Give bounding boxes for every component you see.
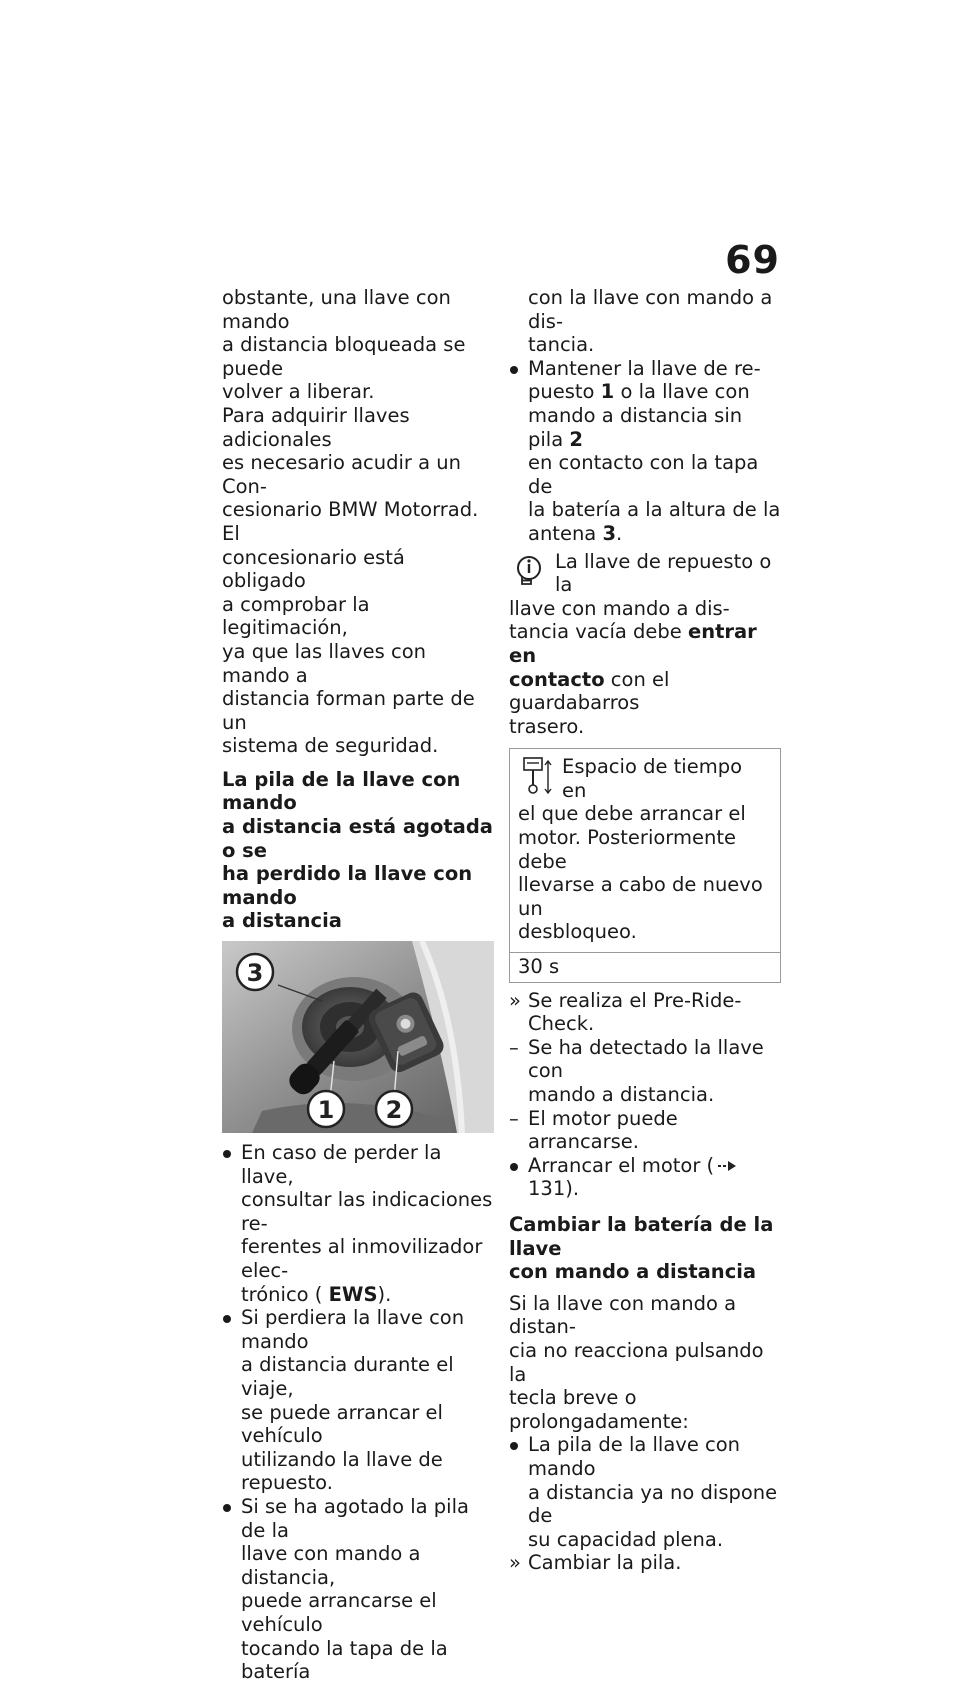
bullet-icon — [510, 1163, 518, 1171]
dash-marker: – — [509, 1106, 519, 1130]
right-column — [509, 286, 781, 1575]
key-fob-illustration — [222, 941, 494, 1133]
result-change-battery: » Cambiar la pila. — [509, 1551, 682, 1575]
result-marker: » — [509, 988, 521, 1012]
page-reference-arrow-icon — [716, 1159, 740, 1173]
result-marker: » — [509, 1551, 521, 1575]
continuation-text: con la llave con mando a dis- tancia. — [528, 286, 773, 357]
bullet-icon — [223, 1504, 231, 1512]
callout-3 — [237, 954, 273, 990]
page-reference-link[interactable]: 131 — [528, 1177, 566, 1201]
bullet-icon — [223, 1150, 231, 1158]
dash-engine-can-start: – El motor puede arrancarse. — [509, 1106, 678, 1154]
svg-text:1: 1 — [317, 1096, 335, 1125]
info-note: La llave de repuesto o la llave con mando a dis- tancia vacía debe entrar en contacto con el guardabarros trasero. — [509, 549, 772, 738]
dash-key-detected: – Se ha detectado la llave con mando a distancia. — [509, 1035, 764, 1106]
callout-2 — [376, 1091, 412, 1127]
bullet-battery-capacity: La pila de la llave con mando a distancia ya no dispone de su capacidad plena. — [509, 1433, 781, 1551]
change-battery-paragraph: Si la llave con mando a distan- cia no reacciona pulsando la tecla breve o prolongadamente: — [509, 1291, 764, 1433]
bullet-hold-key: Mantener la llave de re- puesto 1 o la llave con mando a distancia sin pila 2 en contacto con la tapa de la batería a la altura de la antena 3. — [509, 357, 781, 546]
ews-reference[interactable]: EWS — [328, 1282, 378, 1306]
bullet-lost-during-trip: Si perdiera la llave con mando a distancia durante el viaje, se puede arrancar el vehículo utilizando la llave de repuesto. — [222, 1306, 494, 1495]
callout-1 — [308, 1091, 344, 1127]
svg-text:3: 3 — [246, 959, 264, 988]
info-icon — [509, 552, 549, 592]
svg-text:2: 2 — [385, 1096, 403, 1125]
time-spec-box: Espacio de tiempo en el que debe arrancar el motor. Posteriormente debe llevarse a cabo de nuevo un desbloqueo. 30 s — [509, 748, 781, 982]
page-number: 69 — [725, 238, 780, 282]
dash-marker: – — [509, 1035, 519, 1059]
left-column — [222, 286, 494, 1684]
engine-start-time-icon — [518, 755, 556, 799]
bullet-icon — [223, 1315, 231, 1323]
bullet-battery-depleted: Si se ha agotado la pila de la llave con mando a distancia, puede arrancarse el vehículo tocando la tapa de la batería — [222, 1495, 494, 1684]
intro-text: obstante, una llave con mando a distancia bloqueada se puede volver a liberar. — [222, 286, 466, 404]
result-pre-ride-check: » Se realiza el Pre-Ride-Check. — [509, 988, 742, 1036]
bullet-icon — [510, 1442, 518, 1450]
section-heading-change-battery: Cambiar la batería de la llave con mando a distancia — [509, 1212, 774, 1284]
additional-keys-paragraph: Para adquirir llaves adicionales es necesario acudir a un Con- cesionario BMW Motorrad. El concesionario está obligado a comprobar la legitimación, ya que las llaves con mando a distancia forman parte de un sistema de seguridad. — [222, 403, 479, 758]
time-value: 30 s — [510, 952, 780, 982]
bullet-lost-key: En caso de perder la llave, consultar las indicaciones re- ferentes al inmovilizador elec- trónico ( EWS). — [222, 1141, 494, 1306]
bullet-icon — [510, 366, 518, 374]
section-heading-lost-key: La pila de la llave con mando a distancia está agotada o se ha perdido la llave con mando a distancia — [222, 767, 493, 933]
bullet-start-engine: Arrancar el motor (131). — [509, 1154, 781, 1201]
